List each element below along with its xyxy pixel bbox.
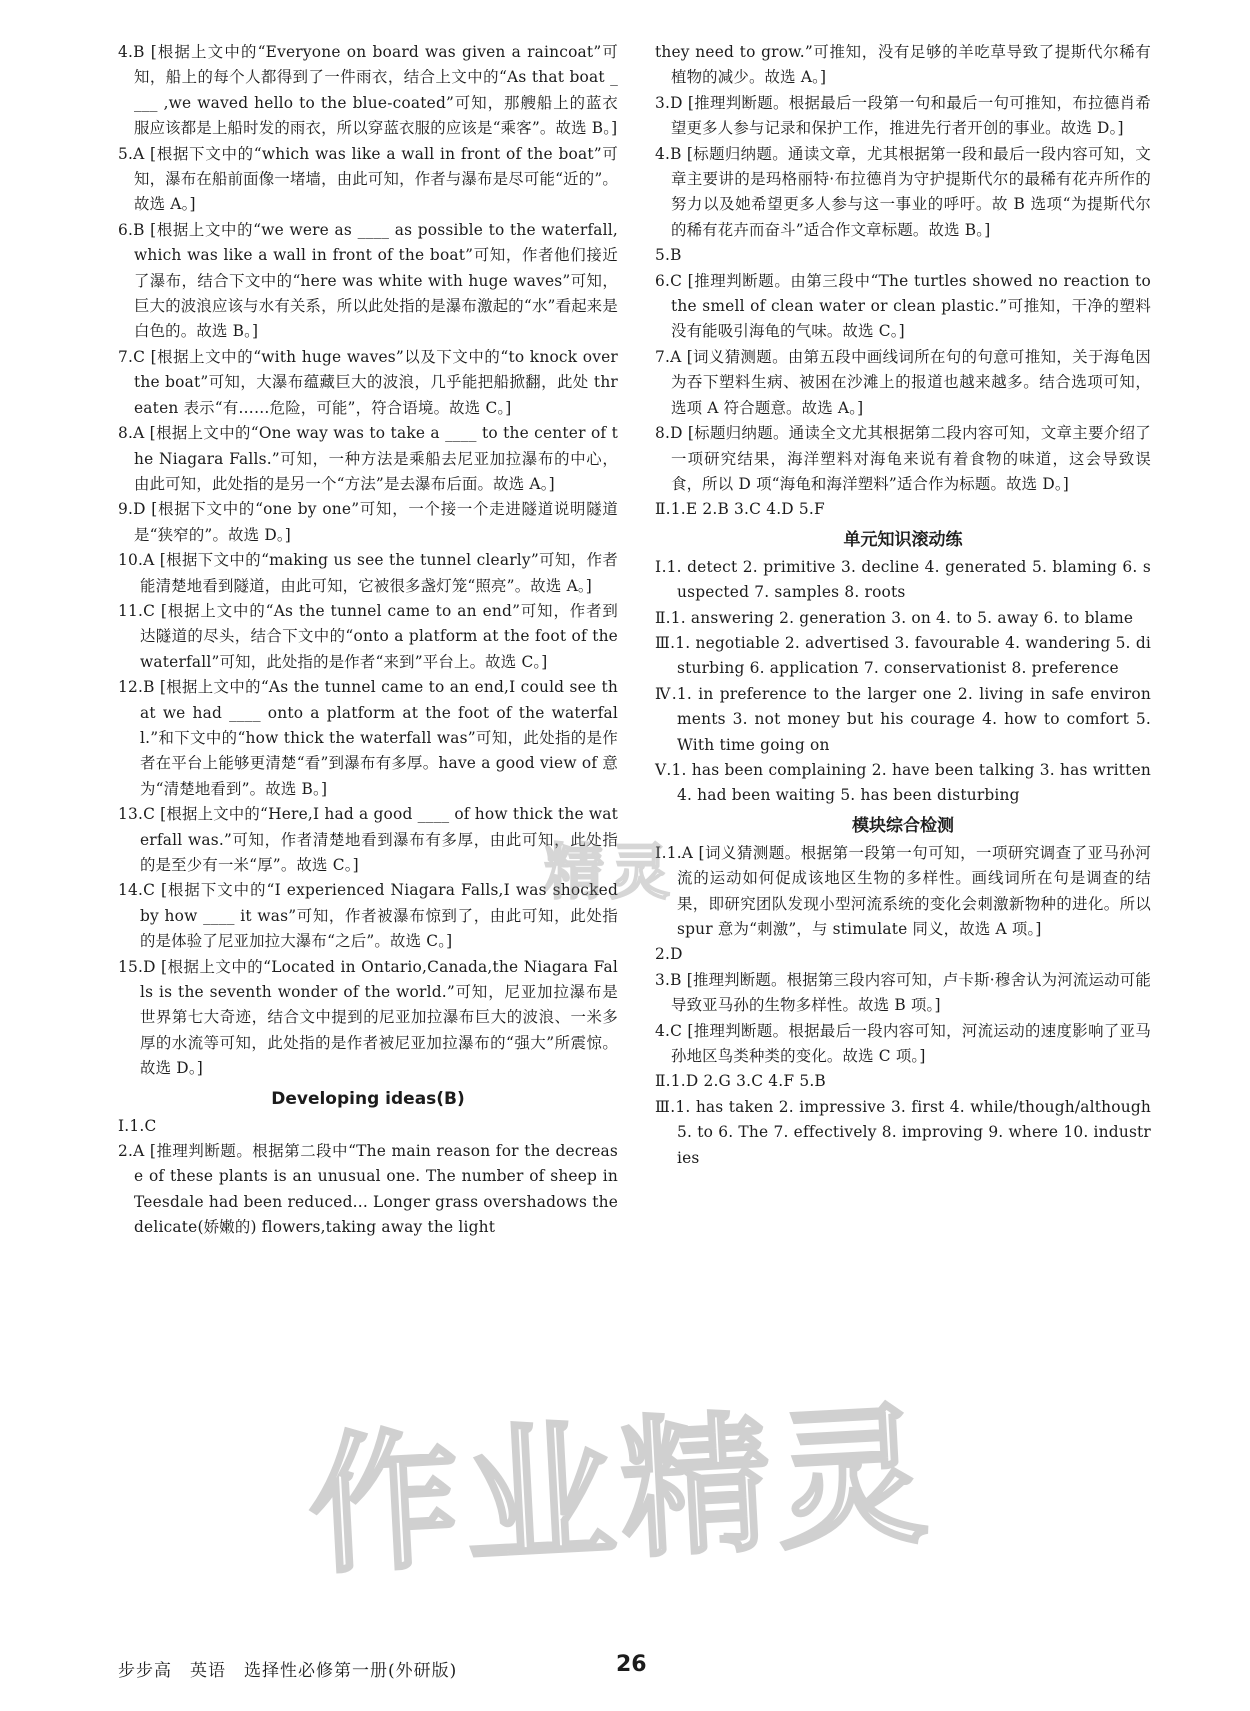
answer-item: 4.C [推理判断题。根据最后一段内容可知，河流运动的速度影响了亚马孙地区鸟类种类的变化。故选 C 项。] (655, 1021, 1151, 1066)
answer-item: 12.B [根据上文中的“As the tunnel came to an end,I could see that we had ____ onto a platform at the foot of the waterfall.”和下文中的“how thick the waterfall was”可知，此处指的是作者在平台上能够更清楚“看”到瀑布有多厚。have a good view of 意为“清楚地看到”。故选 B。] (118, 678, 618, 798)
book-series-label: 步步高 英语 选择性必修第一册(外研版) (118, 1661, 458, 1681)
answer-item: 3.D [推理判断题。根据最后一段第一句和最后一句可推知，布拉德肖希望更多人参与记录和保护工作，推进先行者开创的事业。故选 D。] (655, 93, 1151, 138)
answer-item: 15.D [根据上文中的“Located in Ontario,Canada,the Niagara Falls is the seventh wonder of the world.”可知，尼亚加拉瀑布是世界第七大奇迹，结合文中提到的尼亚加拉瀑布巨大的波浪、一米多厚的水流等可知，此处指的是作者被尼亚加拉瀑布的“强大”所震惊。故选 D。] (118, 957, 618, 1078)
answer-item: Ⅴ.1. has been complaining 2. have been talking 3. has written 4. had been waiting 5. has been disturbing (655, 760, 1151, 805)
answer-item: 6.B [根据上文中的“we were as ____ as possible to the waterfall,which was like a wall in front of the boat”可知，作者他们接近了瀑布，结合下文中的“here was white with huge waves”可知，巨大的波浪应该与水有关系，所以此处指的是瀑布激起的“水”看起来是白色的。故选 B。] (118, 220, 618, 341)
answer-item: 7.C [根据上文中的“with huge waves”以及下文中的“to knock over the boat”可知，大瀑布蕴藏巨大的波浪，几乎能把船掀翻，此处 threaten 表示“有……危险，可能”，符合语境。故选 C。] (118, 347, 618, 417)
answer-item: 14.C [根据下文中的“I experienced Niagara Falls,I was shocked by how ____ it was”可知，作者被瀑布惊到了，由此可知，此处指的是体验了尼亚加拉大瀑布“之后”。故选 C。] (118, 881, 618, 951)
answer-item: Ⅰ.1. detect 2. primitive 3. decline 4. generated 5. blaming 6. suspected 7. samples 8. roots (655, 557, 1151, 602)
answer-item: Ⅱ.1.D 2.G 3.C 4.F 5.B (655, 1072, 826, 1091)
watermark-small: 精灵 (544, 838, 676, 908)
answer-item: 8.A [根据上文中的“One way was to take a ____ to the center of the Niagara Falls.”可知，一种方法是乘船去尼亚加拉瀑布的中心，由此可知，此处指的是另一个“方法”是去瀑布后面。故选 A。] (118, 424, 618, 493)
answer-item: 5.A [根据下文中的“which was like a wall in front of the boat”可知，瀑布在船前面像一堵墙，由此可知，作者与瀑布是尽可能“近的”。故选 A。] (118, 144, 618, 214)
answer-item: 13.C [根据上文中的“Here,I had a good ____ of how thick the waterfall was.”可知，作者清楚地看到瀑布有多厚，由此可知，此处指的是至少有一米“厚”。故选 C。] (118, 805, 618, 874)
answer-item: Ⅳ.1. in preference to the larger one 2. living in safe environments 3. not money but his courage 4. how to comfort 5. With time going on (655, 684, 1151, 754)
answer-item: 6.C [推理判断题。由第三段中“The turtles showed no reaction to the smell of clean water or clean plastic.”可推知，干净的塑料没有能吸引海龟的气味。故选 C。] (655, 271, 1151, 341)
answer-item: they need to grow.”可推知，没有足够的羊吃草导致了提斯代尔稀有植物的减少。故选 A。] (655, 43, 1151, 87)
answer-item: Ⅱ.1. answering 2. generation 3. on 4. to 5. away 6. to blame (655, 608, 1134, 627)
section-heading-module-test: 模块综合检测 (852, 815, 954, 836)
section-heading-unit-review: 单元知识滚动练 (843, 529, 963, 550)
watermark: 作业精灵 (304, 1388, 937, 1596)
answer-item: 7.A [词义猜测题。由第五段中画线词所在句的句意可推知，关于海龟因为吞下塑料生病、被困在沙滩上的报道也越来越多。结合选项可知，选项 A 符合题意。故选 A。] (655, 347, 1151, 417)
section-heading-developing-ideas: Developing ideas(B) (271, 1088, 465, 1109)
answer-item: 2.D (655, 945, 683, 964)
answer-item: Ⅰ.1.C (118, 1116, 157, 1135)
answer-item: 4.B [根据上文中的“Everyone on board was given a raincoat”可知，船上的每个人都得到了一件雨衣，结合上文中的“As that boat ____ ,we waved hello to the blue-coated”可知，那艘船上的蓝衣服应该都是上船时发的雨衣，所以穿蓝衣服的应该是“乘客”。故选 B。] (118, 43, 618, 138)
answer-item: 3.B [推理判断题。根据第三段内容可知，卢卡斯·穆舍认为河流运动可能导致亚马孙的生物多样性。故选 B 项。] (655, 970, 1151, 1015)
answer-item: 5.B (655, 246, 682, 265)
answer-item: 8.D [标题归纳题。通读全文尤其根据第二段内容可知，文章主要介绍了一项研究结果，海洋塑料对海龟来说有着食物的味道，这会导致误食，所以 D 项“海龟和海洋塑料”适合作为标题。故选 D。] (655, 424, 1151, 493)
page-number: 26 (616, 1652, 647, 1677)
answer-item: Ⅱ.1.E 2.B 3.C 4.D 5.F (655, 500, 825, 519)
right-column (655, 40, 1151, 1171)
answer-item: 9.D [根据下文中的“one by one”可知，一个接一个走进隧道说明隧道是“狭窄的”。故选 D。] (118, 500, 618, 544)
answer-item: Ⅰ.1.A [词义猜测题。根据第一段第一句可知，一项研究调查了亚马孙河流的运动如何促成该地区生物的多样性。画线词所在句是调查的结果，即研究团队发现小型河流系统的变化会刺激新物种的进化。所以 spur 意为“刺激”，与 stimulate 同义，故选 A 项。] (655, 843, 1151, 938)
answer-item: 11.C [根据上文中的“As the tunnel came to an end”可知，作者到达隧道的尽头，结合下文中的“onto a platform at the foot of the waterfall”可知，此处指的是作者“来到”平台上。故选 C。] (118, 601, 618, 671)
answer-item: Ⅲ.1. has taken 2. impressive 3. first 4. while/though/although 5. to 6. The 7. effectively 8. improving 9. where 10. industries (655, 1097, 1151, 1167)
answer-item: 4.B [标题归纳题。通读文章，尤其根据第一段和最后一段内容可知，文章主要讲的是玛格丽特·布拉德肖为守护提斯代尔的最稀有花卉所作的努力以及她希望更多人参与这一事业的呼吁。故 B 选项“为提斯代尔的稀有花卉而奋斗”适合作文章标题。故选 B。] (655, 144, 1151, 239)
left-column (118, 40, 618, 1241)
answer-item: Ⅲ.1. negotiable 2. advertised 3. favourable 4. wandering 5. disturbing 6. application 7. conservationist 8. preference (655, 633, 1151, 678)
answer-item: 2.A [推理判断题。根据第二段中“The main reason for the decrease of these plants is an unusual one. The number of sheep in Teesdale had been reduced... Longer grass overshadows the delicate(娇嫩的) flowers,taking away the light (118, 1142, 618, 1237)
answer-item: 10.A [根据下文中的“making us see the tunnel clearly”可知，作者能清楚地看到隧道，由此可知，它被很多盏灯笼“照亮”。故选 A。] (118, 551, 618, 595)
